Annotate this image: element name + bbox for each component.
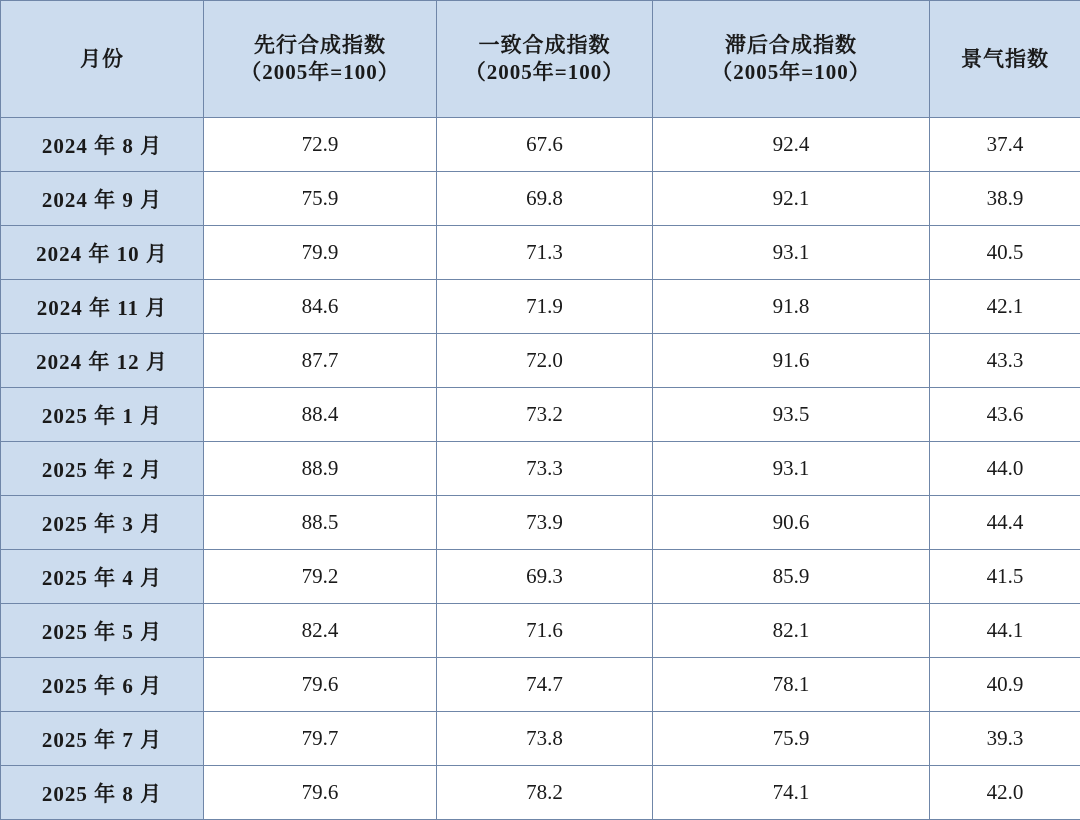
table-row [1, 550, 1080, 604]
column-header-month [1, 1, 204, 118]
cell-coincident: 73.9 [437, 496, 653, 550]
table-header [1, 1, 1080, 118]
cell-leading: 79.9 [204, 226, 437, 280]
cell-coincident: 73.3 [437, 442, 653, 496]
cell-climate: 40.9 [930, 658, 1080, 712]
cell-leading: 72.9 [204, 118, 437, 172]
cell-climate: 43.6 [930, 388, 1080, 442]
cell-coincident: 74.7 [437, 658, 653, 712]
cell-climate: 37.4 [930, 118, 1080, 172]
cell-climate: 43.3 [930, 334, 1080, 388]
cell-lagging: 85.9 [653, 550, 930, 604]
cell-climate: 44.1 [930, 604, 1080, 658]
cell-leading: 82.4 [204, 604, 437, 658]
cell-climate: 41.5 [930, 550, 1080, 604]
column-header-line: 一致合成指数 [441, 32, 648, 59]
column-header-leading [204, 1, 437, 118]
cell-month: 2025 年 2 月 [1, 442, 204, 496]
cell-month: 2025 年 8 月 [1, 766, 204, 820]
cell-coincident: 67.6 [437, 118, 653, 172]
column-header-line: 月份 [5, 46, 199, 73]
cell-month: 2024 年 11 月 [1, 280, 204, 334]
cell-lagging: 93.1 [653, 226, 930, 280]
cell-leading: 87.7 [204, 334, 437, 388]
cell-lagging: 74.1 [653, 766, 930, 820]
cell-coincident: 71.3 [437, 226, 653, 280]
column-header-line: 滞后合成指数 [657, 32, 925, 59]
cell-leading: 79.2 [204, 550, 437, 604]
column-header-line: （2005年=100） [657, 59, 925, 86]
cell-coincident: 73.2 [437, 388, 653, 442]
column-header-line: （2005年=100） [208, 59, 432, 86]
cell-coincident: 71.6 [437, 604, 653, 658]
table-row [1, 712, 1080, 766]
cell-climate: 44.4 [930, 496, 1080, 550]
cell-coincident: 78.2 [437, 766, 653, 820]
table-row [1, 658, 1080, 712]
cell-month: 2024 年 10 月 [1, 226, 204, 280]
cell-climate: 38.9 [930, 172, 1080, 226]
table-header-row [1, 1, 1080, 118]
table-row [1, 280, 1080, 334]
cell-climate: 39.3 [930, 712, 1080, 766]
table-row [1, 334, 1080, 388]
cell-lagging: 92.1 [653, 172, 930, 226]
cell-climate: 42.0 [930, 766, 1080, 820]
cell-leading: 79.6 [204, 766, 437, 820]
table-row [1, 766, 1080, 820]
cell-coincident: 71.9 [437, 280, 653, 334]
cell-coincident: 69.3 [437, 550, 653, 604]
cell-month: 2025 年 7 月 [1, 712, 204, 766]
column-header-climate [930, 1, 1080, 118]
cell-lagging: 90.6 [653, 496, 930, 550]
column-header-coincident [437, 1, 653, 118]
table-row [1, 226, 1080, 280]
cell-leading: 79.6 [204, 658, 437, 712]
table-row [1, 172, 1080, 226]
cell-month: 2025 年 6 月 [1, 658, 204, 712]
table-body [1, 118, 1080, 820]
cell-month: 2025 年 4 月 [1, 550, 204, 604]
cell-month: 2025 年 3 月 [1, 496, 204, 550]
cell-coincident: 73.8 [437, 712, 653, 766]
cell-lagging: 93.1 [653, 442, 930, 496]
column-header-line: （2005年=100） [441, 59, 648, 86]
cell-leading: 88.5 [204, 496, 437, 550]
cell-coincident: 72.0 [437, 334, 653, 388]
cell-lagging: 82.1 [653, 604, 930, 658]
column-header-line: 先行合成指数 [208, 32, 432, 59]
column-header-lagging [653, 1, 930, 118]
cell-month: 2024 年 8 月 [1, 118, 204, 172]
cell-leading: 75.9 [204, 172, 437, 226]
table-row [1, 388, 1080, 442]
cell-lagging: 91.6 [653, 334, 930, 388]
cell-climate: 40.5 [930, 226, 1080, 280]
cell-leading: 84.6 [204, 280, 437, 334]
cell-lagging: 78.1 [653, 658, 930, 712]
table-row [1, 442, 1080, 496]
cell-coincident: 69.8 [437, 172, 653, 226]
table-row [1, 118, 1080, 172]
column-header-line: 景气指数 [934, 46, 1076, 73]
table-row [1, 496, 1080, 550]
cell-month: 2025 年 1 月 [1, 388, 204, 442]
cell-month: 2025 年 5 月 [1, 604, 204, 658]
cell-month: 2024 年 12 月 [1, 334, 204, 388]
cell-lagging: 91.8 [653, 280, 930, 334]
cell-climate: 44.0 [930, 442, 1080, 496]
cell-lagging: 93.5 [653, 388, 930, 442]
table-row [1, 604, 1080, 658]
cell-leading: 79.7 [204, 712, 437, 766]
cell-lagging: 92.4 [653, 118, 930, 172]
cell-leading: 88.4 [204, 388, 437, 442]
cell-month: 2024 年 9 月 [1, 172, 204, 226]
cell-climate: 42.1 [930, 280, 1080, 334]
cell-leading: 88.9 [204, 442, 437, 496]
cell-lagging: 75.9 [653, 712, 930, 766]
